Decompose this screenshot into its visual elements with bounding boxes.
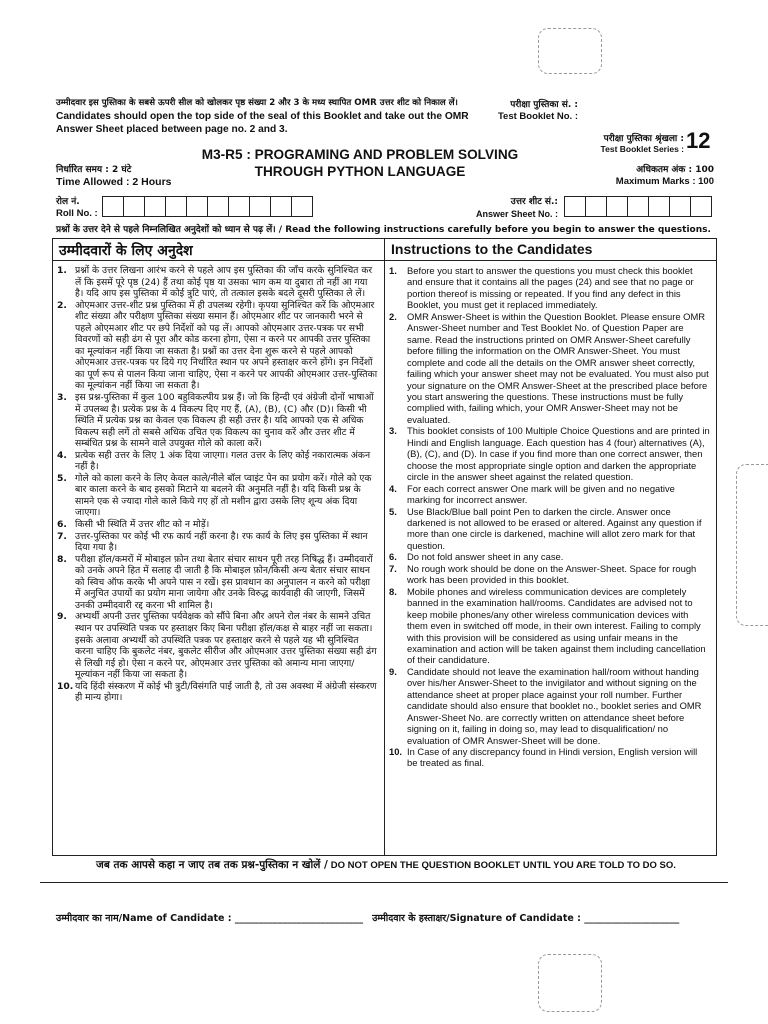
- do-not-open-english: DO NOT OPEN THE QUESTION BOOKLET UNTIL YOU ARE TOLD TO DO SO.: [330, 860, 676, 871]
- answer-sheet-boxes[interactable]: [564, 196, 711, 217]
- instruction-text: ओएमआर उत्तर-शीट प्रश्न पुस्तिका में ही उपलब्ध रहेगी। कृपया सुनिश्चित करें कि ओएमआर शीट संख्या और परीक्षण पुस्तिका संख्या समान हैं। ओएमआर शीट पर जानकारी भरने से पहले ओएमआर शीट पर छपे निर्देशों को पढ़ लें। आपको ओएमआर उत्तर-पत्रक पर सभी विवरणों को सही ढंग से पूरा और कोड करना होगा, ऐसा न करने पर आपकी उत्तर पुस्तिका का मूल्यांकन नहीं किया जा सकता है। प्रश्नों का उत्तर देना शुरू करने से पहले आपको ओएमआर उत्तर-पत्रक पर दिये गए निर्धारित स्थान पर अपने हस्ताक्षर करने होंगे। इन निर्देशों का पूर्ण रूप से पालन किया जाना चाहिए, ऐसा न करने पर आपकी ओएमआर उत्तर-पुस्तिका का मूल्यांकन नहीं किया जा सकता है।: [75, 299, 378, 392]
- candidate-name-field[interactable]: उम्मीदवार का नाम/Name of Candidate : ___________________________: [56, 913, 364, 924]
- instruction-item: [389, 746, 710, 769]
- seal-box-top: [538, 28, 602, 74]
- instruction-number: 8.: [57, 553, 67, 565]
- instruction-number: 9.: [57, 611, 67, 623]
- instruction-number: 7.: [389, 562, 397, 574]
- instruction-text: In Case of any discrepancy found in Hindi version, English version will be treated as final.: [407, 746, 698, 769]
- instruction-number: 6.: [57, 519, 67, 531]
- instruction-text: For each correct answer One mark will be given and no negative marking for incorrect answer.: [407, 482, 675, 506]
- instruction-item: [389, 311, 710, 426]
- maximum-marks: [560, 164, 714, 188]
- footer-divider: [40, 882, 728, 883]
- answer-sheet-hindi: उत्तर शीट सं.:: [510, 197, 558, 207]
- instruction-number: 9.: [389, 665, 397, 677]
- instruction-text: Use Black/Blue ball point Pen to darken the circle. Answer once darkened is not allowed to be erased or altered. Against any question if more than one circle is darkened, machine will allot zero mark for that question.: [407, 505, 702, 551]
- read-instructions-note: प्रश्नों के उत्तर देने से पहले निम्नलिखित अनुदेशों को ध्यान से पढ़ लें। / Read the following instructions carefully before you begin to answer the questions.: [56, 225, 711, 235]
- instruction-text: यदि हिंदी संस्करण में कोई भी त्रुटी/विसंगति पाई जाती है, तो उस अवस्था में अंग्रेजी संस्करण ही मान्य होगा।: [75, 680, 377, 704]
- english-panel-heading: Instructions to the Candidates: [385, 239, 716, 261]
- instruction-number: 10.: [57, 680, 74, 692]
- instruction-number: 2.: [389, 310, 397, 322]
- seal-box-bottom: [538, 954, 602, 1012]
- series-english: Test Booklet Series :: [600, 144, 684, 154]
- english-panel: [384, 238, 717, 856]
- instruction-text: Candidate should not leave the examination hall/room without handing over his/her Answer-Sheet to the invigilator and without signing on the attendance sheet at proper place against your roll number. Further candidate should also ensure that booklet no., booklet series and OMR Answer-Sheet No. are correctly written on attendance sheet before signing on it, failing in doing so, may lead to disqualification/ no evaluation of OMR Answer-Sheet will be done.: [407, 665, 702, 746]
- instruction-number: 5.: [389, 505, 397, 517]
- test-booklet-no: [488, 99, 578, 123]
- instruction-text: This booklet consists of 100 Multiple Choice Questions and are printed in Hindi and English language. Each question has 4 (four) alternatives (A), (B), (C), and (D). In case if you find more than one correct answer, then choose the most appropriate single option and darken the appropriate circle in the answer sheet against the related question.: [407, 425, 710, 483]
- instruction-item: [57, 392, 378, 450]
- instruction-text: Before you start to answer the questions you must check this booklet and ensure that it contains all the pages (24) and see that no page or portion thereof is missing or repeated. If you find any defect in this Booklet, you must get it replaced immediately.: [407, 265, 694, 311]
- time-hindi: निर्धारित समय : 2 घंटे: [56, 165, 132, 175]
- instruction-item: [389, 506, 710, 552]
- instruction-item: [389, 265, 710, 311]
- instruction-text: OMR Answer-Sheet is within the Question Booklet. Please ensure OMR Answer-Sheet number and Test Booklet No. of Question Paper are same. Read the instructions printed on OMR Answer-Sheet carefully before filling the information on the OMR Answer-Sheet. You must complete and code all the details on the OMR answer sheet correctly, failing which your answer sheet may not be evaluated. You must also put your signature on the OMR Answer-Sheet at the prescribed place before you start answering the questions. These instructions must be fully complied with, failing which, your OMR Answer-Sheet may not be evaluated.: [407, 310, 709, 425]
- time-english: Time Allowed : 2 Hours: [56, 176, 172, 188]
- instruction-number: 4.: [389, 482, 397, 494]
- instruction-text: प्रत्येक सही उत्तर के लिए 1 अंक दिया जाएगा। गलत उत्तर के लिए कोई नकारात्मक अंकन नहीं है।: [75, 449, 371, 473]
- time-allowed: [56, 164, 172, 188]
- paper-title: [170, 146, 550, 180]
- instruction-text: Mobile phones and wireless communication devices are completely banned in the examination hall/rooms. Candidates are advised not to keep mobile phones/any other wireless communication devices with them even in switched off mode, in their own interest. Failing to comply with this provision will be considered as using unfair means in the examination and action will be taken against them including cancellation of their candidature.: [407, 585, 706, 666]
- top-note: [56, 97, 476, 136]
- instruction-number: 1.: [57, 265, 67, 276]
- english-instructions-list: [385, 261, 716, 769]
- answer-sheet-label: [456, 196, 558, 220]
- instruction-number: 8.: [389, 585, 397, 597]
- hindi-panel-heading: उम्मीदवारों के लिए अनुदेश: [53, 239, 384, 261]
- instruction-text: प्रश्नों के उत्तर लिखना आरंभ करने से पहले आप इस पुस्तिका की जाँच करके सुनिश्चित कर लें कि इसमें पूरे पृष्ठ (24) हैं तथा कोई पृष्ठ या उसका भाग कम या दुबारा तो नहीं आ गया है। यदि आप इस पुस्तिका में कोई त्रुटि पाएं, तो तत्काल इसके बदले दूसरी पुस्तिका ले लें।: [75, 265, 373, 300]
- instruction-number: 10.: [389, 746, 403, 758]
- roll-hindi: रोल नं.: [56, 197, 80, 207]
- paper-title-line1: M3-R5 : PROGRAMING AND PROBLEM SOLVING: [201, 147, 519, 162]
- instruction-text: अभ्यर्थी अपनी उत्तर पुस्तिका पर्यवेक्षक को सौंपे बिना और अपने रोल नंबर के सामने उचित स्थान पर उपस्थिति पत्रक पर हस्ताक्षर किए बिना परीक्षा हॉल/कक्ष से बाहर नहीं जा सकता। इसके अलावा अभ्यर्थी को उपस्थिति पत्रक पर हस्ताक्षर करने से पहले यह भी सुनिश्चित करना चाहिए कि बुकलेट नंबर, बुकलेट सीरीज और ओएमआर उत्तर पुस्तिका संख्या सही ढंग से लिखी गई हो। ऐसा न करने पर, ओएमआर उत्तर पुस्तिका को अमान्य माना जाएगा/मूल्यांकन नहीं किया जा सकता है।: [75, 611, 377, 681]
- seal-box-right: [736, 464, 768, 626]
- instruction-item: [57, 300, 378, 392]
- instruction-number: 7.: [57, 530, 67, 542]
- candidate-details: [56, 911, 716, 924]
- instruction-number: 1.: [389, 265, 397, 276]
- roll-no-boxes[interactable]: [102, 196, 312, 217]
- instruction-item: [57, 531, 378, 554]
- instruction-text: किसी भी स्थिति में उत्तर शीट को न मोड़ें।: [75, 519, 210, 531]
- candidate-signature-field[interactable]: उम्मीदवार के हस्ताक्षर/Signature of Candidate : ____________________: [372, 913, 680, 924]
- do-not-open-hindi: जब तक आपसे कहा न जाए तब तक प्रश्न-पुस्तिका न खोलें /: [96, 859, 328, 871]
- instruction-number: 3.: [389, 425, 397, 437]
- instruction-item: [389, 483, 710, 506]
- booklet-series: [570, 131, 684, 154]
- top-note-english: Candidates should open the top side of the seal of this Booklet and take out the OMR Answer Sheet placed between page no. 2 and 3.: [56, 111, 469, 135]
- instruction-item: [57, 519, 378, 531]
- instruction-number: 4.: [57, 449, 67, 461]
- instruction-text: Do not fold answer sheet in any case.: [407, 551, 564, 563]
- instruction-number: 2.: [57, 299, 67, 311]
- paper-title-line2: THROUGH PYTHON LANGUAGE: [254, 164, 466, 179]
- instruction-text: इस प्रश्न-पुस्तिका में कुल 100 बहुविकल्पीय प्रश्न हैं। जो कि हिन्दी एवं अंग्रेजी दोनों भाषाओं में उपलब्ध है। प्रत्येक प्रश्न के 4 विकल्प दिए गए हैं, (A), (B), (C) और (D)। किसी भी स्थिति में प्रत्येक प्रश्न का केवल एक विकल्प ही सही उत्तर है। यदि आपको एक से अधिक विकल्प सही लगें तो सबसे अधिक उचित एक विकल्प का चुनाव करें और उत्तर शीट में सम्बंधित प्रश्न के सामने वाले उपयुक्त गोले को काला करें।: [75, 392, 374, 450]
- instruction-item: [389, 586, 710, 666]
- instruction-text: परीक्षा हॉल/कमरों में मोबाइल फ़ोन तथा बेतार संचार साधन पूरी तरह निषिद्ध हैं। उम्मीदवारों को उनके अपने हित में सलाह दी जाती है कि मोबाइल फ़ोन/किसी अन्य बेतार संचार साधन को स्विच ऑफ करके भी अपने पास न रखें। इस प्रावधान का अनुपालन न करने को परीक्षा में अनुचित उपायों का प्रयोग माना जायेगा और उनके विरुद्ध कार्यवाही की जाएगी, जिसमें उनकी उम्मीदवारी रद्द करना भी शामिल है।: [75, 553, 373, 611]
- instruction-item: [57, 681, 378, 704]
- marks-hindi: अधिकतम अंक : 100: [636, 165, 714, 175]
- roll-no-label: [56, 196, 98, 220]
- series-value: 12: [686, 128, 711, 153]
- instruction-item: [389, 425, 710, 482]
- instruction-text: उत्तर-पुस्तिका पर कोई भी रफ कार्य नहीं करना है। रफ कार्य के लिए इस पुस्तिका में स्थान दिया गया है।: [75, 530, 368, 554]
- hindi-panel: [52, 238, 385, 856]
- answer-sheet-english: Answer Sheet No. :: [475, 209, 558, 219]
- instruction-item: [57, 554, 378, 612]
- roll-english: Roll No. :: [56, 208, 98, 219]
- top-note-hindi: उम्मीदवार इस पुस्तिका के सबसे ऊपरी सील को खोलकर पृष्ठ संख्या 2 और 3 के मध्य स्थापित OMR उत्तर शीट को निकाल लें।: [56, 98, 458, 108]
- instruction-item: [57, 265, 378, 300]
- instruction-item: [57, 473, 378, 519]
- instruction-item: [389, 563, 710, 586]
- instruction-number: 3.: [57, 392, 67, 404]
- instruction-text: No rough work should be done on the Answer-Sheet. Space for rough work has been provided in this booklet.: [407, 562, 697, 586]
- instruction-item: [389, 666, 710, 746]
- series-hindi: परीक्षा पुस्तिका श्रृंखला :: [603, 134, 684, 144]
- marks-english: Maximum Marks : 100: [615, 176, 714, 187]
- hindi-instructions-list: [53, 261, 384, 704]
- instruction-number: 5.: [57, 472, 67, 484]
- instruction-text: गोले को काला करने के लिए केवल काले/नीले बॉल प्वाइंट पेन का प्रयोग करें। गोले को एक बार काला करने के बाद इसको मिटाने या बदलने की अनुमति नहीं है। यदि किसी प्रश्न के सामने एक से ज्यादा गोले काले किये गए हों तो मशीन द्वारा उसके लिए शून्य अंक दिया जाएगा।: [75, 472, 372, 519]
- instruction-item: [57, 450, 378, 473]
- instruction-item: [389, 551, 710, 562]
- do-not-open-notice: [56, 858, 716, 872]
- test-booklet-no-english: Test Booklet No. :: [497, 111, 578, 122]
- instruction-number: 6.: [389, 551, 397, 563]
- test-booklet-no-hindi: परीक्षा पुस्तिका सं. :: [510, 100, 578, 110]
- instruction-item: [57, 611, 378, 680]
